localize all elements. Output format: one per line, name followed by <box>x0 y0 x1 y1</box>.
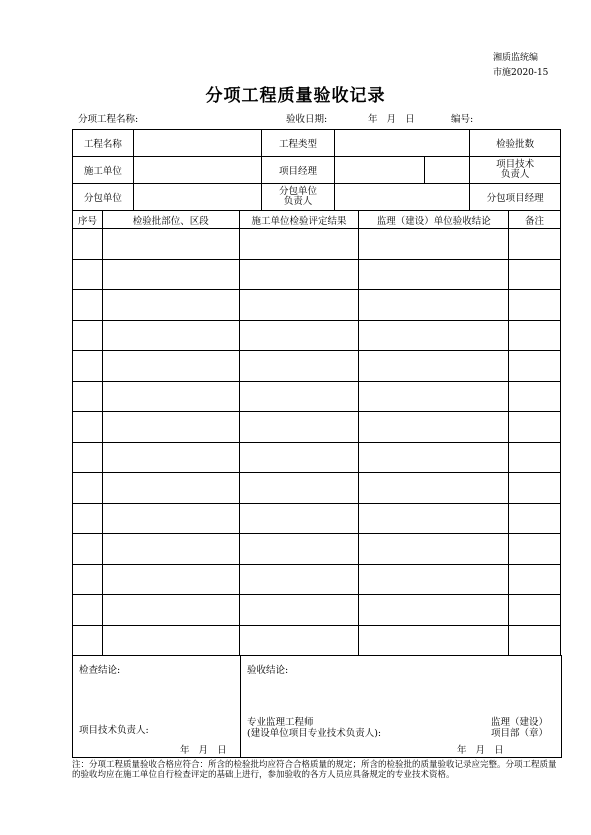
table-cell[interactable] <box>239 259 359 290</box>
col-header-no: 序号 <box>73 211 103 229</box>
table-row <box>73 229 561 260</box>
table-row <box>73 534 561 565</box>
table-cell[interactable] <box>73 595 103 626</box>
table-cell[interactable] <box>359 534 509 565</box>
table-row <box>73 473 561 504</box>
table-cell[interactable] <box>509 503 561 534</box>
item-name-label: 分项工程名称: <box>78 114 139 125</box>
table-cell[interactable] <box>239 564 359 595</box>
table-cell[interactable] <box>102 381 239 412</box>
supervisor-engineer-label: 专业监理工程师 <box>247 717 314 728</box>
table-cell[interactable] <box>359 412 509 443</box>
table-cell[interactable] <box>359 381 509 412</box>
table-cell[interactable] <box>73 473 103 504</box>
table-cell[interactable] <box>239 381 359 412</box>
col-header-supervisor-conclusion: 监理（建设）单位验收结论 <box>359 211 509 229</box>
sub-unit-value[interactable] <box>133 184 261 211</box>
table-cell[interactable] <box>359 503 509 534</box>
table-cell[interactable] <box>239 290 359 321</box>
table-cell[interactable] <box>239 320 359 351</box>
table-row <box>73 351 561 382</box>
project-type-value[interactable] <box>335 130 470 157</box>
table-cell[interactable] <box>102 290 239 321</box>
table-cell[interactable] <box>359 351 509 382</box>
page-title: 分项工程质量验收记录 <box>205 86 386 106</box>
sub-unit-label: 分包单位 <box>73 184 134 211</box>
table-cell[interactable] <box>509 564 561 595</box>
sub-lead-value[interactable] <box>335 184 470 211</box>
table-cell[interactable] <box>509 473 561 504</box>
table-cell[interactable] <box>359 473 509 504</box>
table-cell[interactable] <box>359 290 509 321</box>
project-type-label: 工程类型 <box>261 130 335 157</box>
table-cell[interactable] <box>509 625 561 656</box>
org-label: 湘质监统编 <box>493 53 539 63</box>
table-cell[interactable] <box>239 229 359 260</box>
table-cell[interactable] <box>509 290 561 321</box>
table-cell[interactable] <box>73 534 103 565</box>
table-cell[interactable] <box>102 534 239 565</box>
table-row <box>73 381 561 412</box>
table-row <box>73 320 561 351</box>
tech-lead-line1: 项目技术 <box>496 159 535 170</box>
date-label: 验收日期: <box>286 114 328 125</box>
project-name-label: 工程名称 <box>73 130 134 157</box>
spacer-cell <box>425 157 470 184</box>
check-conclusion-label: 检查结论: <box>79 665 121 676</box>
table-cell[interactable] <box>509 442 561 473</box>
supervisor-org-line2: 项目部（章） <box>491 728 549 739</box>
table-cell[interactable] <box>102 625 239 656</box>
left-date: 年 月 日 <box>180 745 227 756</box>
table-cell[interactable] <box>102 564 239 595</box>
table-cell[interactable] <box>73 503 103 534</box>
table-row <box>73 503 561 534</box>
table-cell[interactable] <box>102 229 239 260</box>
table-cell[interactable] <box>73 412 103 443</box>
table-cell[interactable] <box>73 320 103 351</box>
table-row <box>73 442 561 473</box>
batch-count-label: 检验批数 <box>470 130 561 157</box>
table-cell[interactable] <box>509 534 561 565</box>
table-cell[interactable] <box>359 595 509 626</box>
col-header-remark: 备注 <box>509 211 561 229</box>
supervisor-org-line1: 监理（建设） <box>491 717 549 728</box>
table-cell[interactable] <box>359 442 509 473</box>
table-cell[interactable] <box>73 290 103 321</box>
inspection-table <box>72 210 561 656</box>
table-cell[interactable] <box>509 320 561 351</box>
table-cell[interactable] <box>359 625 509 656</box>
table-cell[interactable] <box>102 473 239 504</box>
signature-divider <box>240 656 241 757</box>
signature-area <box>72 655 562 758</box>
table-cell[interactable] <box>73 442 103 473</box>
table-cell[interactable] <box>102 595 239 626</box>
table-cell[interactable] <box>509 381 561 412</box>
table-cell[interactable] <box>102 320 239 351</box>
tech-lead-line2: 负责人 <box>500 169 530 180</box>
table-row <box>73 290 561 321</box>
sub-lead-line2: 负责人 <box>283 196 313 207</box>
table-cell[interactable] <box>509 351 561 382</box>
table-cell[interactable] <box>239 503 359 534</box>
contractor-value[interactable] <box>133 157 261 184</box>
table-cell[interactable] <box>73 625 103 656</box>
number-label: 编号: <box>451 114 474 125</box>
table-cell[interactable] <box>102 351 239 382</box>
form-code: 市施2020-15 <box>493 68 549 78</box>
table-cell[interactable] <box>359 259 509 290</box>
table-cell[interactable] <box>73 381 103 412</box>
table-row <box>73 595 561 626</box>
table-cell[interactable] <box>239 595 359 626</box>
table-cell[interactable] <box>239 351 359 382</box>
table-cell[interactable] <box>102 442 239 473</box>
project-name-value[interactable] <box>133 130 261 157</box>
tech-lead-sign-label: 项目技术负责人: <box>79 725 149 736</box>
table-cell[interactable] <box>73 351 103 382</box>
table-row <box>73 259 561 290</box>
table-cell[interactable] <box>102 259 239 290</box>
sub-lead-line1: 分包单位 <box>279 186 318 197</box>
table-cell[interactable] <box>73 564 103 595</box>
acceptance-conclusion-label: 验收结论: <box>247 665 289 676</box>
table-cell[interactable] <box>102 412 239 443</box>
table-cell[interactable] <box>509 229 561 260</box>
contractor-label: 施工单位 <box>73 157 134 184</box>
table-cell[interactable] <box>509 259 561 290</box>
sub-lead-label <box>261 184 335 211</box>
tech-lead-label <box>470 157 561 184</box>
table-cell[interactable] <box>509 595 561 626</box>
project-manager-label: 项目经理 <box>261 157 335 184</box>
table-cell[interactable] <box>239 442 359 473</box>
project-manager-value[interactable] <box>335 157 425 184</box>
table-cell[interactable] <box>239 534 359 565</box>
table-cell[interactable] <box>102 503 239 534</box>
table-cell[interactable] <box>359 320 509 351</box>
col-header-batch: 检验批部位、区段 <box>102 211 239 229</box>
right-date: 年 月 日 <box>457 745 504 756</box>
table-cell[interactable] <box>359 229 509 260</box>
sub-manager-label: 分包项目经理 <box>470 184 561 211</box>
table-row <box>73 564 561 595</box>
footnote: 注：分项工程质量验收合格应符合：所含的检验批均应符合合格质量的规定；所含的检验批的质量验收记录应完整。分项工程质量的验收均应在施工单位自行检查评定的基础上进行，参加验收的各方人员应具备规定的专业技术资格。 <box>72 760 557 780</box>
info-table <box>72 129 561 211</box>
table-cell[interactable] <box>73 259 103 290</box>
table-cell[interactable] <box>239 473 359 504</box>
table-cell[interactable] <box>73 229 103 260</box>
owner-tech-lead-label: (建设单位项目专业技术负责人): <box>247 728 382 739</box>
table-cell[interactable] <box>239 412 359 443</box>
table-row <box>73 625 561 656</box>
table-row <box>73 412 561 443</box>
date-ymd: 年 月 日 <box>368 114 415 125</box>
col-header-contractor-result: 施工单位检验评定结果 <box>239 211 359 229</box>
table-cell[interactable] <box>359 564 509 595</box>
table-cell[interactable] <box>509 412 561 443</box>
table-cell[interactable] <box>239 625 359 656</box>
